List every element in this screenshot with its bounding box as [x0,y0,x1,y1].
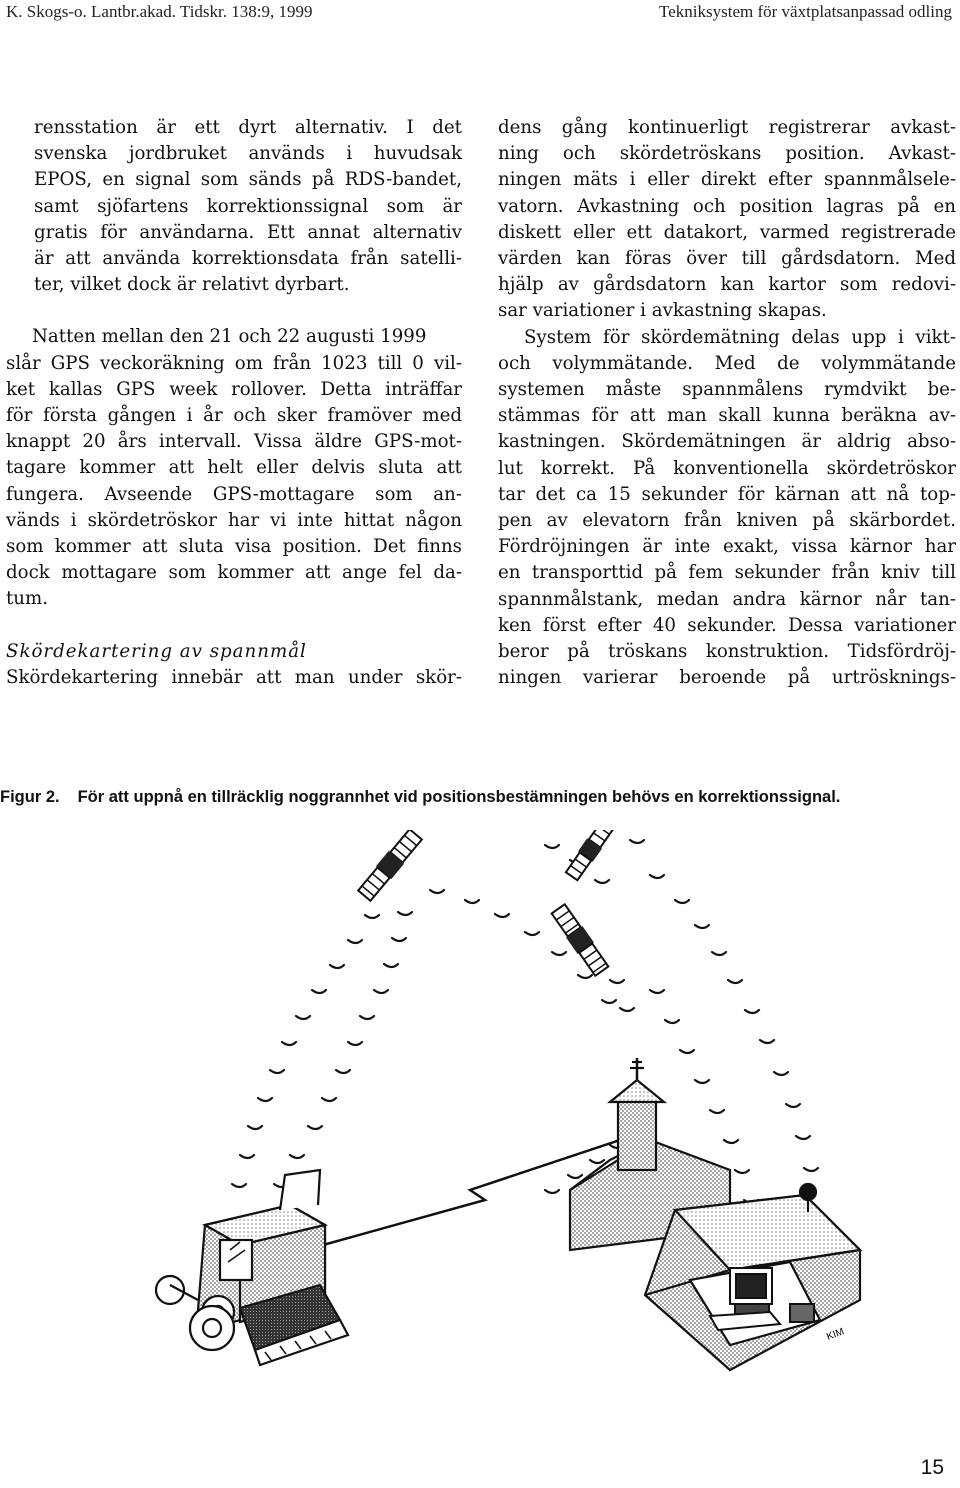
text-line: Skördekartering innebär att man under skör- [6,666,462,688]
text-line: dens gång kontinuerligt registrerar avkast- [498,117,956,138]
figure-label: Figur 2. [0,788,60,806]
text-line: tar det ca 15 sekunder för kärnan att nå top- [498,483,956,505]
satellite-2 [564,830,615,881]
signal-waves [232,840,818,1203]
text-line: spannmålstank, medan andra kärnor når tan- [498,588,956,610]
left-paragraph-2 [6,324,462,612]
text-line: pen av elevatorn från kniven på skärbordet. [498,510,956,532]
text-line: vänds i skördetröskor har vi inte hittat någon [6,509,462,531]
running-header-journal: K. Skogs-o. Lantbr.akad. Tidskr. 138:9, 1999 [6,2,313,21]
left-section [6,639,462,691]
running-header-title: Tekniksystem för växtplatsanpassad odling [659,2,952,21]
text-line: Natten mellan den 21 och 22 augusti 1999 [32,326,427,348]
satellite-1 [357,830,424,902]
text-line: ningen varierar beroende på urtrösknings- [498,667,956,689]
text-line: System för skördemätning delas upp i vikt- [524,326,956,348]
text-line: ket kallas GPS week rollover. Detta inträffar [6,378,462,400]
text-line: Fördröjningen är inte exakt, vissa kärnor har [498,536,956,558]
page-number: 15 [920,1456,944,1479]
figure-caption [0,788,840,807]
text-line: sar variationer i avkastning skapas. [498,300,827,322]
artist-signature: KIM [825,1326,846,1343]
text-line: en transporttid på fem sekunder från kniv till [498,562,956,584]
text-line: dock mottagare som kommer att ange fel da- [6,562,462,584]
text-line: för första gången i år och sker framöver med [6,405,462,427]
right-paragraph-1 [498,115,956,325]
text-line: och volymmätande. Med de volymmätande [498,352,956,374]
figure-illustration [90,830,890,1395]
satellite-3 [550,903,610,977]
combine-harvester [156,1170,348,1365]
text-line: gratis för användarna. Ett annat alternativ [34,221,462,243]
text-line: hjälp av gårdsdatorn kan kartor som redovi- [498,274,956,296]
text-line: är att använda korrektionsdata från satelli- [34,248,462,270]
text-line: EPOS, en signal som sänds på RDS-bandet, [34,169,462,191]
text-line: värden kan föras över till gårdsdatorn. Med [498,248,956,270]
text-line: kastningen. Skördemätningen är aldrig abso- [498,431,956,453]
text-line: svenska jordbruket används i huvudsak [34,143,462,165]
text-line: rensstation är ett dyrt alternativ. I det [34,117,462,138]
figure-caption-text: För att uppnå en tillräcklig noggrannhet vid positionsbestämningen behövs en korrektionssignal. [77,788,841,806]
text-line: ningen mäts i eller direkt efter spannmålsele- [498,169,956,191]
text-line: diskett eller ett datakort, varmed registrerade [498,221,956,243]
text-line: ter, vilket dock är relativt dyrbart. [34,274,350,296]
text-line: lut korrekt. På konventionella skördetröskor [498,457,956,479]
right-paragraph-2 [498,325,956,692]
right-column [498,115,956,691]
text-line: stämmas för att man skall kunna beräkna av- [498,405,956,427]
text-line: slår GPS veckoräkning om från 1023 till 0 vil- [6,352,462,374]
text-line: knappt 20 års intervall. Vissa äldre GPS-mot- [6,431,462,453]
text-line: ning och skördetröskans position. Avkast- [498,143,956,165]
text-line: samt sjöfartens korrektionssignal som är [34,195,462,217]
text-line: fungera. Avseende GPS-mottagare som an- [6,483,462,505]
text-line: ken först efter 40 sekunder. Dessa variationer [498,614,956,636]
left-column [6,115,462,691]
section-heading: Skördekartering av spannmål [6,640,307,662]
text-line: systemen måste spannmålens rymdvikt be- [498,379,956,401]
text-line: beror på tröskans konstruktion. Tidsfördröj- [498,641,956,663]
text-line: tagare kommer att helt eller delvis sluta att [6,457,462,479]
text-line: som kommer att sluta visa position. Det finns [6,536,462,558]
text-line: tum. [6,588,49,610]
left-paragraph-1 [34,115,462,298]
text-line: vatorn. Avkastning och position lagras på en [498,195,956,217]
